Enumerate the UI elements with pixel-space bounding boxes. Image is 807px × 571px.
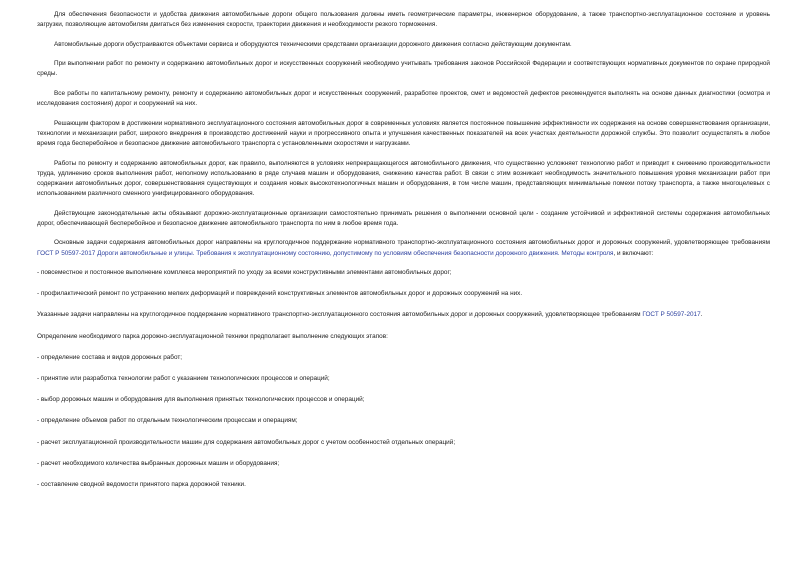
- list-item: - расчет необходимого количества выбранных дорожных машин и оборудования;: [37, 459, 280, 467]
- paragraph-environment-laws: При выполнении работ по ремонту и содержанию автомобильных дорог и искусственных сооружений необходимо учитывать требования законов Российской Федерации и соответствующих нормативных документов по охране природной среды.: [37, 60, 770, 78]
- list-item: - принятие или разработка технологии работ с указанием технологических процессов и операций;: [37, 375, 330, 383]
- list-item: - повсеместное и постоянное выполнение комплекса мероприятий по уходу за всеми конструктивными элементами автомобильных дорог;: [37, 269, 452, 277]
- paragraph-safety-requirements: Для обеспечения безопасности и удобства движения автомобильные дороги общего пользования должны иметь геометрические параметры, инженерное оборудование, а также транспортно-эксплуатационное состояние и уровень загрузки, позволяющие автомобилям двигаться без изменения скорости, траектории движения и необходимости резкого торможения.: [37, 11, 770, 29]
- paragraph-mechanization: Работы по ремонту и содержанию автомобильных дорог, как правило, выполняются в условиях непрекращающегося автомобильного движения, что существенно усложняет технологию работ и приводит к снижению производительности труда, удлинению сроков выполнения работ, неполному использованию в ряде случаев машин и оборудования, снижению качества работ. В связи с этим возникает необходимость значительного повышения уровня механизации работ при содержании автомобильных дорог, совершенствования существующих и создания новых высокотехнологичных машин и оборудования, в том числе машин, представляющих минимальные помехи потоку транспорта, а также многоцелевых с использованием различного сменного унифицированного оборудования.: [37, 159, 770, 198]
- paragraph-main-tasks: [37, 238, 770, 258]
- paragraph-tasks-summary: [37, 310, 770, 320]
- gost-full-link[interactable]: ГОСТ Р 50597-2017 Дороги автомобильные и улицы. Требования к эксплуатационному состоянию, допустимому по условиям обеспечения безопасности дорожного движения. Методы контроля: [37, 249, 614, 257]
- paragraph-efficiency: Решающим фактором в достижении нормативного эксплуатационного состояния автомобильных дорог в современных условиях является постоянное повышение эффективности их содержания на основе совершенствования организации, технологии и механизации работ, широкого внедрения в производство достижений науки и прогрессивного опыта и улучшения качественных показателей на всех участках деятельности дорожной службы. Это позволит осуществлять в любое время года бесперебойное и безопасное движение автомобильного транспорта с установленными скоростями и нагрузками.: [37, 119, 770, 148]
- list-item: - профилактический ремонт по устранению мелких деформаций и повреждений конструктивных элементов автомобильных дорог и дорожных сооружений на них.: [37, 290, 523, 298]
- list-item: - определение объемов работ по отдельным технологическим процессам и операциям;: [37, 417, 298, 425]
- paragraph-road-service: Автомобильные дороги обустраиваются объектами сервиса и оборудуются техническими средствами организации дорожного движения согласно действующим документам.: [54, 40, 572, 48]
- main-tasks-tail: , и включают:: [613, 249, 654, 257]
- list-item: - составление сводной ведомости принятого парка дорожной техники.: [37, 481, 246, 489]
- paragraph-fleet-stages-intro: Определение необходимого парка дорожно-эксплуатационной техники предполагает выполнение следующих этапов:: [37, 332, 388, 340]
- tasks-summary-tail: .: [700, 311, 703, 319]
- main-tasks-text: Основные задачи содержания автомобильных дорог направлены на круглогодичное поддержание нормативного транспортно-эксплуатационного состояния автомобильных дорог и дорожных сооружений, удовлетворяющее требованиям: [54, 239, 770, 247]
- gost-short-link[interactable]: ГОСТ Р 50597-2017: [642, 311, 701, 319]
- document-body: [37, 10, 770, 501]
- list-item: - расчет эксплуатационной производительности машин для содержания автомобильных дорог с учетом особенностей отдельных операций;: [37, 438, 456, 446]
- paragraph-diagnostics: Все работы по капитальному ремонту, ремонту и содержанию автомобильных дорог и искусственных сооружений, разработке проектов, смет и ведомостей дефектов рекомендуется выполнять на основе данных диагностики (осмотра и исследования состояния) дорог и сооружений на них.: [37, 89, 770, 108]
- list-item: - определение состава и видов дорожных работ;: [37, 353, 183, 361]
- paragraph-legislation: Действующие законодательные акты обязывают дорожно-эксплуатационные организации самостоятельно принимать решения о выполнении основной цели - создание устойчивой и эффективной системы содержания автомобильных дорог, обеспечивающей бесперебойное и безопасное движение автомобильного транспорта по ним в любое время года.: [37, 209, 770, 227]
- tasks-summary-text: Указанные задачи направлены на круглогодичное поддержание нормативного транспортно-эксплуатационного состояния автомобильных дорог и дорожных сооружений, удовлетворяющее требованиям: [37, 311, 643, 319]
- list-item: - выбор дорожных машин и оборудования для выполнения принятых технологических процессов и операций;: [37, 396, 365, 404]
